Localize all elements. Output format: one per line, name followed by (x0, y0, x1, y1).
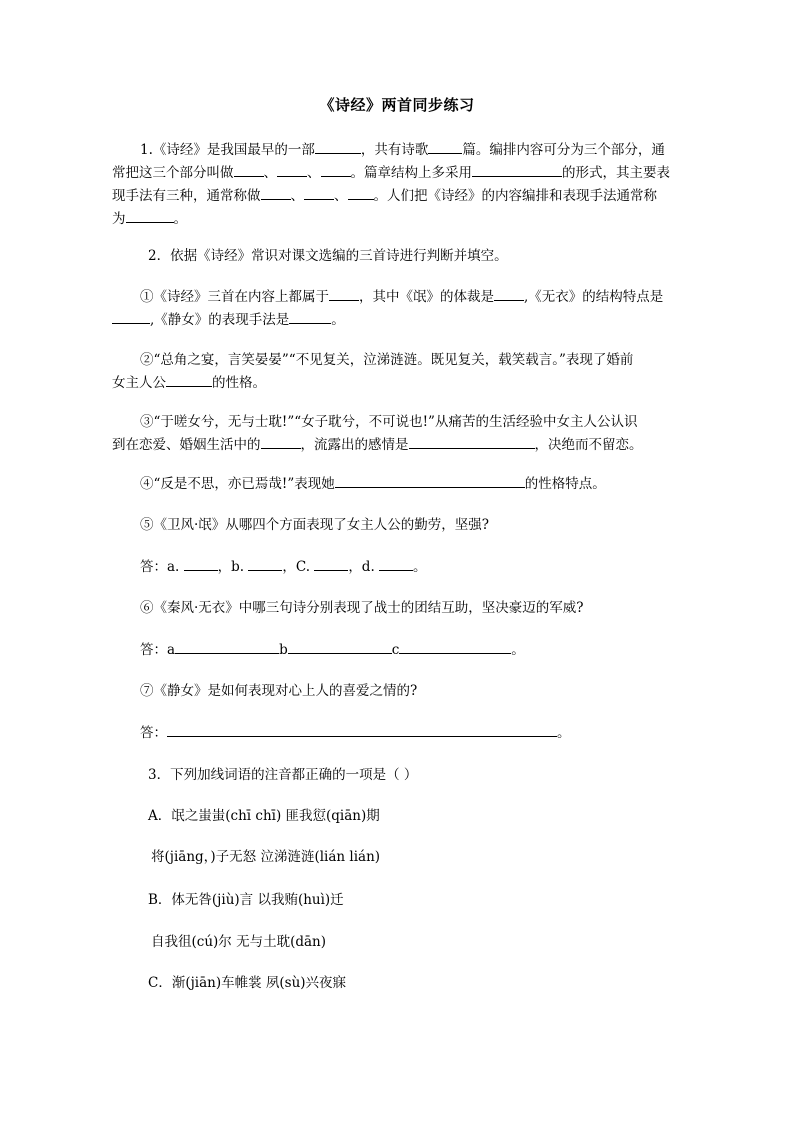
blank[interactable] (112, 310, 150, 324)
blank[interactable] (315, 140, 361, 154)
blank[interactable] (277, 163, 307, 177)
q2-item-3-line-1: ③“于嗟女兮，无与士耽!”“女子耽兮，不可说也!”从痛苦的生活经验中女主人公认识 (140, 414, 638, 430)
q3-intro: 3．下列加线词语的注音都正确的一项是（ ） (148, 767, 418, 783)
q2-item-5-answer: 答：a. ，b. ，C. ，d. 。 (140, 559, 427, 575)
q2-intro: 2．依据《诗经》常识对课文选编的三首诗进行判断并填空。 (148, 248, 508, 264)
q1-line-3: 现手法有三种，通常称做 、 、 。人们把《诗经》的内容编排和表现手法通常称 (112, 188, 657, 204)
blank[interactable] (314, 557, 348, 571)
blank[interactable] (167, 723, 557, 737)
blank[interactable] (321, 163, 351, 177)
q1-line-2: 常把这三个部分叫做 、 、 。篇章结构上多采用 的形式，其主要表 (112, 165, 670, 181)
blank[interactable] (348, 186, 374, 200)
blank[interactable] (472, 163, 562, 177)
q2-item-7: ⑦《静女》是如何表现对心上人的喜爱之情的? (140, 683, 418, 699)
blank[interactable] (261, 186, 291, 200)
q2-item-6-answer: 答：a b c 。 (140, 642, 525, 658)
q3-option-b-line-2: 自我徂(cú)尔 无与土耽(dān) (151, 934, 326, 950)
blank[interactable] (409, 435, 535, 449)
blank[interactable] (304, 186, 334, 200)
blank[interactable] (261, 435, 301, 449)
q3-option-a-line-1: A．氓之蚩蚩(chī chī) 匪我愆(qiān)期 (148, 808, 380, 824)
q3-option-c-line-1: C．渐(jiān)车帷裳 夙(sù)兴夜寐 (148, 975, 347, 991)
blank[interactable] (379, 557, 413, 571)
page-title: 《诗经》两首同步练习 (319, 96, 475, 114)
q3-option-b-line-1: B．体无咎(jiù)言 以我贿(huì)迁 (148, 892, 344, 908)
q2-item-6: ⑥《秦风·无衣》中哪三句诗分别表现了战士的团结互助，坚决豪迈的军威? (140, 600, 584, 616)
blank[interactable] (494, 287, 524, 301)
blank[interactable] (166, 373, 212, 387)
blank[interactable] (428, 140, 462, 154)
q2-item-7-answer: 答： 。 (140, 725, 571, 741)
q2-item-2-line-2: 女主人公 的性格。 (112, 375, 266, 391)
q2-item-5: ⑤《卫风·氓》从哪四个方面表现了女主人公的勤劳，坚强? (140, 517, 490, 533)
q2-item-2-line-1: ②“总角之宴，言笑晏晏”“不见复关，泣涕涟涟。既见复关，载笑载言。”表现了婚前 (140, 352, 634, 368)
blank[interactable] (399, 640, 511, 654)
blank[interactable] (288, 640, 392, 654)
blank[interactable] (184, 557, 218, 571)
blank[interactable] (234, 163, 264, 177)
q2-item-3-line-2: 到在恋爱、婚姻生活中的 ，流露出的感情是 ，决绝而不留恋。 (112, 437, 643, 453)
blank[interactable] (175, 640, 279, 654)
blank[interactable] (126, 209, 174, 223)
blank[interactable] (329, 287, 359, 301)
q2-item-1-line-2: ,《静女》的表现手法是 。 (112, 310, 345, 330)
blank[interactable] (248, 557, 282, 571)
blank[interactable] (289, 310, 331, 324)
q3-option-a-line-2: 将(jiāng，)子无怒 泣涕涟涟(lián lián) (151, 849, 381, 865)
q1-line-1: 1.《诗经》是我国最早的一部 ，共有诗歌 篇。编排内容可分为三个部分，通 (140, 142, 665, 158)
blank[interactable] (335, 474, 525, 488)
q2-item-1-line-1: ①《诗经》三首在内容上都属于 ，其中《氓》的体裁是 ,《无衣》的结构特点是 (140, 289, 664, 305)
q2-item-4: ④“反是不思，亦已焉哉!”表现她 的性格特点。 (140, 476, 606, 492)
q1-line-4: 为 。 (112, 211, 187, 227)
